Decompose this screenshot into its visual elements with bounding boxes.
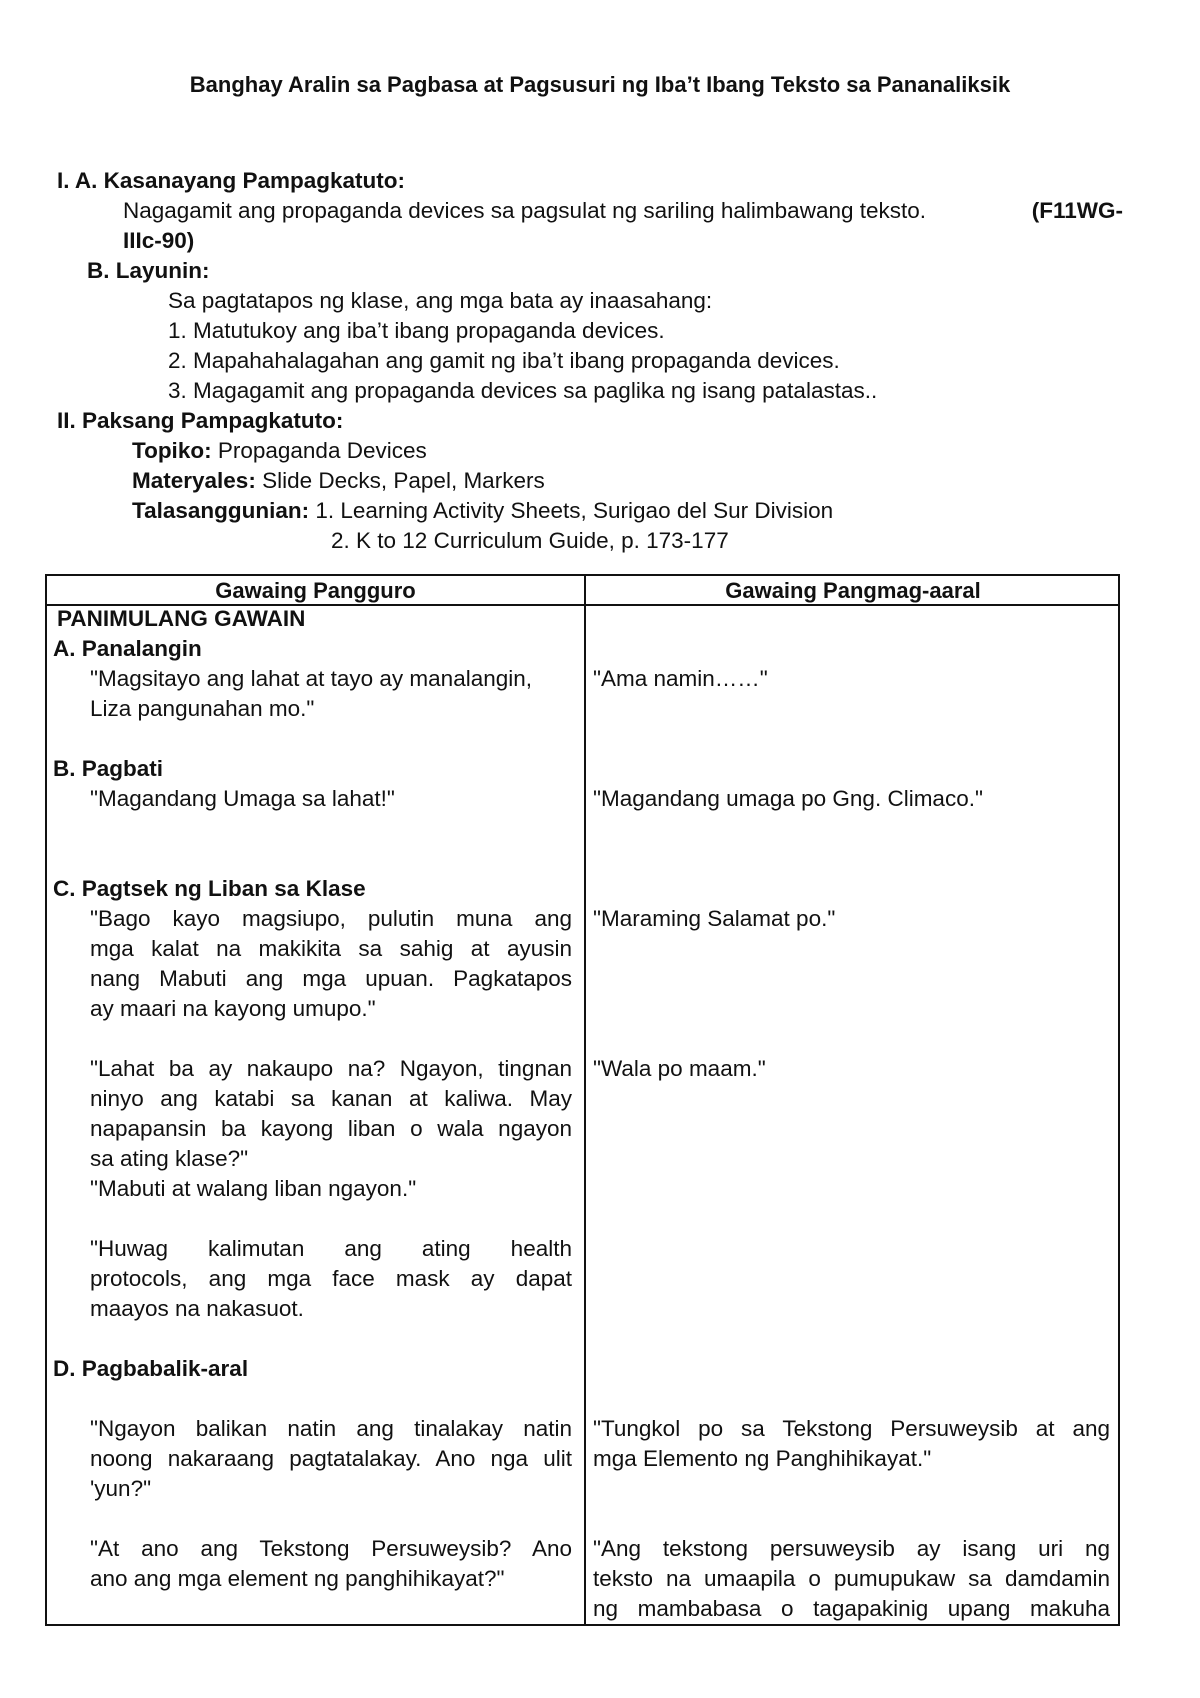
text-line: nang Mabuti ang mga upuan. Pagkatapos [90,966,572,991]
text-line: teksto na umaapila o pumupukaw sa damdamin [593,1566,1110,1591]
text-line: mga kalat na makikita sa sahig at ayusin [90,936,572,961]
text-line: "At ano ang Tekstong Persuweysib? Ano [90,1536,572,1561]
student-review-text-2 [593,1534,1110,1624]
layunin-heading: B. Layunin: [87,258,210,283]
teacher-review-text-2 [90,1534,572,1594]
objective-item: 1. Matutukoy ang iba’t ibang propaganda devices. [168,318,665,343]
objective-item: 3. Magagamit ang propaganda devices sa paglika ng isang patalastas.. [168,378,878,403]
materyales-line [132,466,545,496]
section-2-heading: II. Paksang Pampagkatuto: [57,408,344,433]
teacher-greeting-text: "Magandang Umaga sa lahat!" [90,786,395,811]
talasanggunian-label: Talasanggunian: [132,498,310,523]
text-line: noong nakaraang pagtatalakay. Ano nga ulit [90,1446,572,1471]
item-b-heading: B. Pagbati [53,756,164,781]
text-line: "Huwag kalimutan ang ating health [90,1236,572,1261]
competency-text: Nagagamit ang propaganda devices sa pagsulat ng sariling halimbawang teksto. [123,198,927,223]
topiko-label: Topiko: [132,438,212,463]
student-review-text-1 [593,1414,1110,1474]
materyales-label: Materyales: [132,468,256,493]
text-line: "Ang tekstong persuweysib ay isang uri ng [593,1536,1110,1561]
student-attendance-text-2: "Wala po maam." [593,1056,766,1081]
text-line: napapansin ba kayong liban o wala ngayon [90,1116,572,1141]
text-line: "Bago kayo magsiupo, pulutin muna ang [90,906,572,931]
teacher-health-reminder [90,1234,572,1324]
layunin-intro: Sa pagtatapos ng klase, ang mga bata ay inaasahang: [168,288,713,313]
text-line: ano ang mga element ng panghihikayat?" [90,1566,505,1591]
text-line: ninyo ang katabi sa kanan at kaliwa. May [90,1086,572,1111]
teacher-attendance-text-2 [90,1054,572,1204]
text-line: "Mabuti at walang liban ngayon." [90,1176,417,1201]
competency-code-part1: (F11WG- [1031,198,1123,223]
teacher-attendance-text-1 [90,904,572,1024]
text-line: Liza pangunahan mo." [90,696,315,721]
text-line: "Lahat ba ay nakaupo na? Ngayon, tingnan [90,1056,572,1081]
competency-code-part2: IIIc-90) [123,228,195,253]
item-c-heading: C. Pagtsek ng Liban sa Klase [53,876,366,901]
item-d-heading: D. Pagbabalik-aral [53,1356,249,1381]
item-a-heading: A. Panalangin [53,636,202,661]
text-line: ay maari na kayong umupo." [90,996,376,1021]
teacher-review-text-1 [90,1414,572,1504]
student-attendance-text-1: "Maraming Salamat po." [593,906,836,931]
text-line: "Tungkol po sa Tekstong Persuweysib at ang [593,1416,1110,1441]
reference-item: 2. K to 12 Curriculum Guide, p. 173-177 [331,528,729,553]
text-line: "Magsitayo ang lahat at tayo ay manalangin, [90,666,533,691]
materyales-value: Slide Decks, Papel, Markers [262,468,545,493]
text-line: protocols, ang mga face mask ay dapat [90,1266,572,1291]
student-greeting-text: "Magandang umaga po Gng. Climaco." [593,786,983,811]
section-title: PANIMULANG GAWAIN [57,606,306,631]
talasanggunian-line [132,496,833,526]
teacher-prayer-text [90,664,572,724]
student-prayer-text: "Ama namin……" [593,666,768,691]
text-line: ng mambabasa o tagapakinig upang makuha [593,1596,1110,1621]
column-header-student: Gawaing Pangmag-aaral [725,578,981,603]
section-1-heading: I. A. Kasanayang Pampagkatuto: [57,168,406,193]
text-line: 'yun?" [90,1476,152,1501]
text-line: mga Elemento ng Panghihikayat." [593,1446,932,1471]
document-title: Banghay Aralin sa Pagbasa at Pagsusuri ng Iba’t Ibang Teksto sa Pananaliksik [189,72,1011,97]
text-line: maayos na nakasuot. [90,1296,304,1321]
text-line: "Ngayon balikan natin ang tinalakay natin [90,1416,572,1441]
column-header-teacher: Gawaing Pangguro [215,578,416,603]
topiko-line [132,436,427,466]
competency-line-1 [123,196,1123,226]
column-divider [584,576,586,1624]
topiko-value: Propaganda Devices [217,438,427,463]
text-line: sa ating klase?" [90,1146,249,1171]
reference-item: 1. Learning Activity Sheets, Surigao del Sur Division [315,498,834,523]
objective-item: 2. Mapahahalagahan ang gamit ng iba’t ibang propaganda devices. [168,348,840,373]
